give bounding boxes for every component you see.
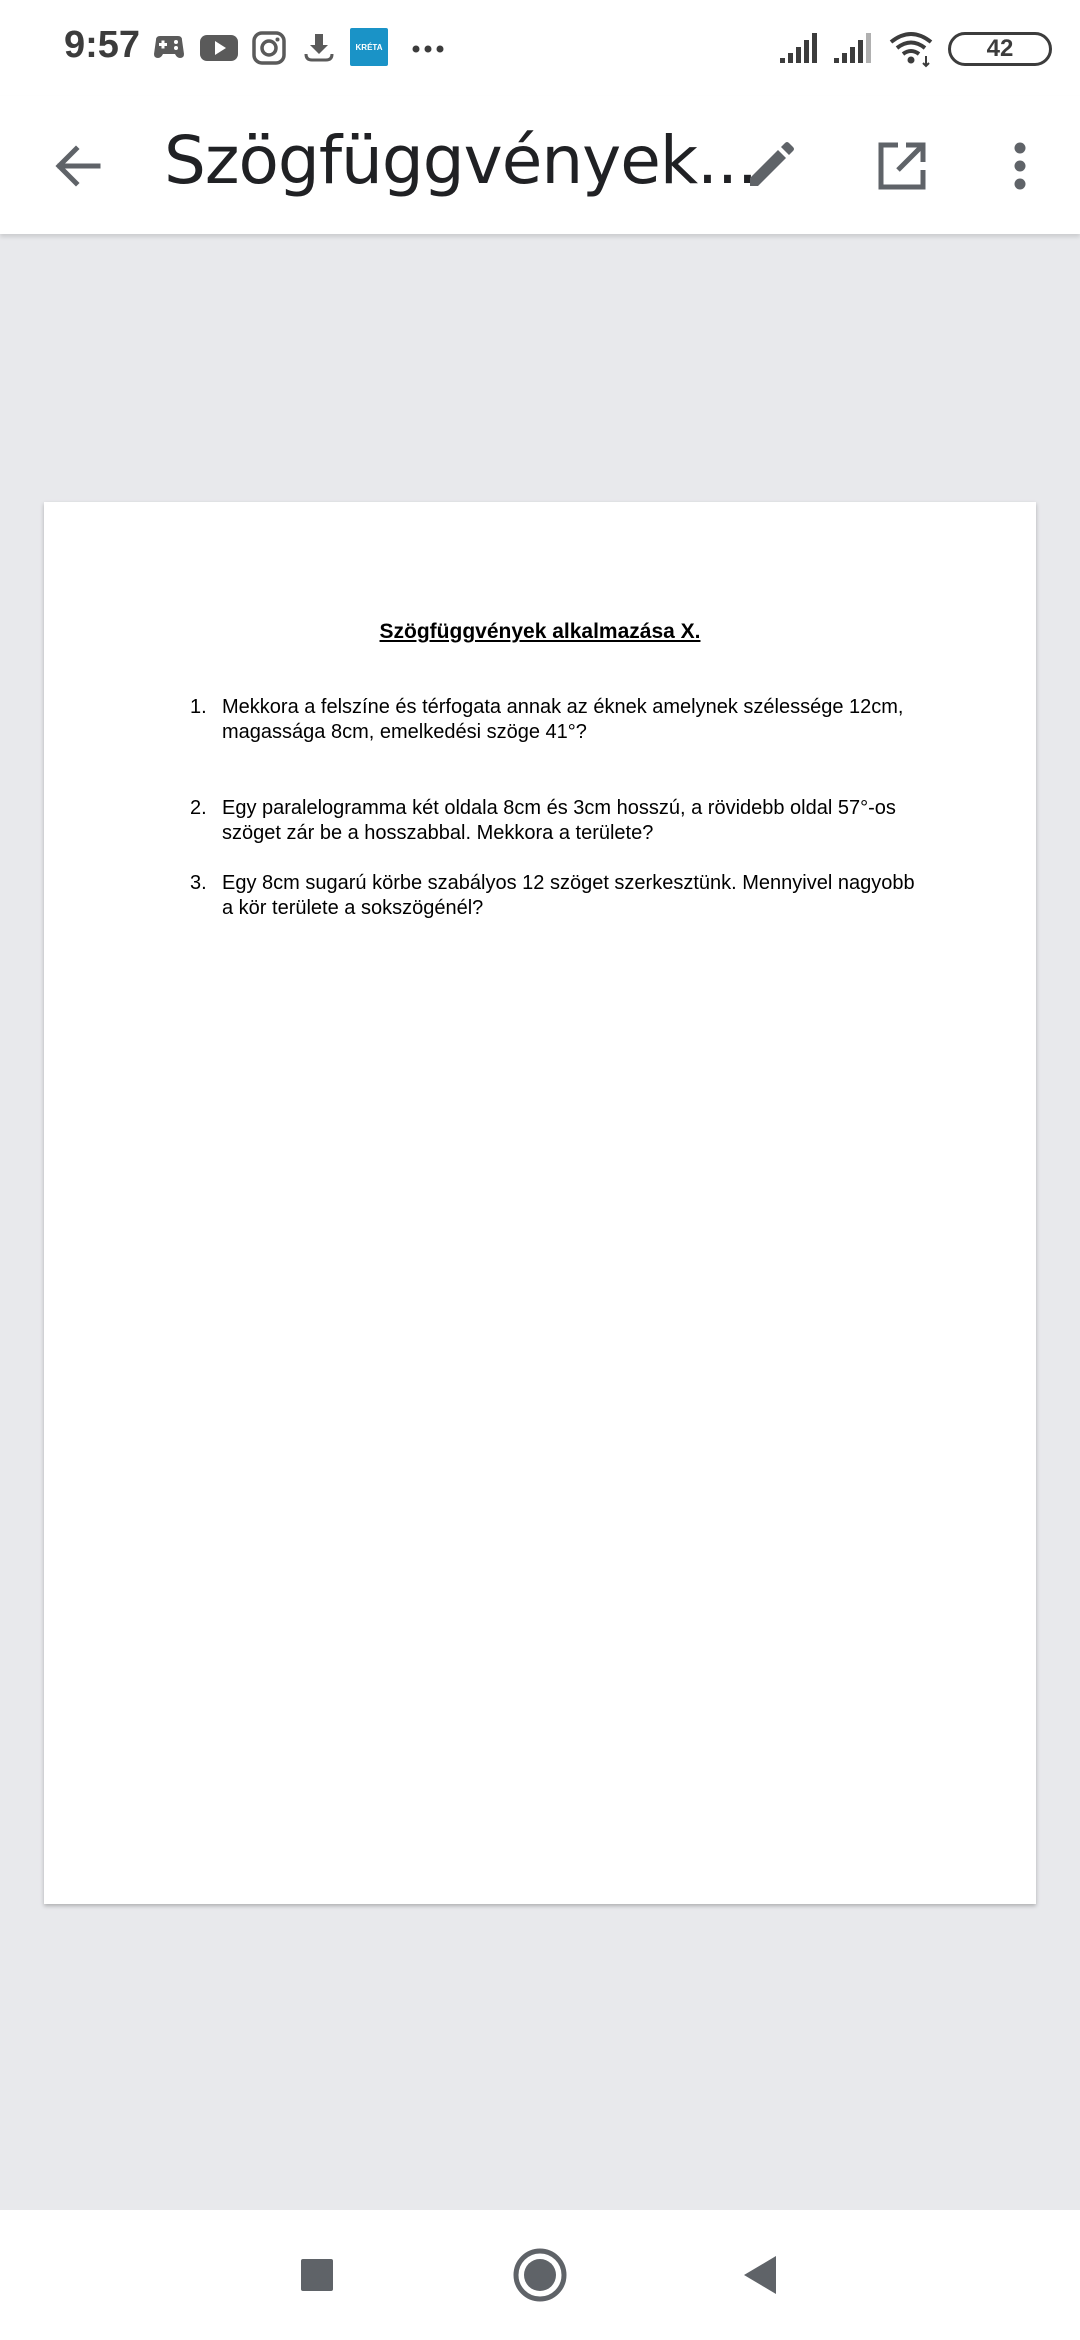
home-button[interactable]	[505, 2240, 575, 2310]
back-triangle-icon	[736, 2250, 786, 2300]
more-options-button[interactable]	[980, 126, 1060, 206]
kreta-icon: KRÉTA	[350, 28, 388, 66]
wifi-icon	[888, 28, 934, 66]
question-number: 2.	[190, 797, 207, 819]
system-back-button[interactable]	[726, 2240, 796, 2310]
signal-icon	[778, 28, 822, 66]
back-button[interactable]	[38, 126, 118, 206]
document-page[interactable]	[44, 502, 1036, 1904]
question-text	[222, 796, 922, 846]
signal-icon	[832, 28, 876, 66]
gamepad-icon	[150, 28, 188, 66]
question-line: szöget zár be a hosszabbal. Mekkora a területe?	[222, 822, 654, 844]
back-arrow-icon	[50, 138, 106, 194]
document-title: Szögfüggvények alkalmazása X.	[379, 620, 701, 643]
question-line: Egy 8cm sugarú körbe szabályos 12 szöget szerkesztünk. Mennyivel nagyobb	[222, 872, 915, 894]
question-text	[222, 695, 922, 745]
question-line: a kör területe a sokszögénél?	[222, 897, 484, 919]
question-line: magassága 8cm, emelkedési szöge 41°?	[222, 721, 587, 743]
instagram-icon	[250, 28, 288, 66]
question-number: 1.	[190, 696, 207, 718]
open-external-icon	[872, 136, 932, 196]
app-title: Szögfüggvények...	[164, 122, 757, 199]
recents-square-icon	[297, 2255, 337, 2295]
recents-button[interactable]	[282, 2240, 352, 2310]
navigation-bar	[0, 2210, 1080, 2340]
more-vert-icon	[1000, 136, 1040, 196]
edit-pencil-icon	[740, 136, 800, 196]
question-text	[222, 871, 922, 921]
download-icon	[300, 28, 338, 66]
question-line: Mekkora a felszíne és térfogata annak az éknek amelynek szélessége 12cm,	[222, 696, 904, 718]
more-dots-icon	[408, 28, 448, 66]
youtube-icon	[198, 28, 240, 66]
question-number: 3.	[190, 872, 207, 894]
battery-icon: 42	[948, 32, 1052, 66]
status-time: 9:57	[64, 24, 141, 66]
app-bar	[0, 96, 1080, 234]
status-bar	[0, 0, 1080, 96]
question-line: Egy paralelogramma két oldala 8cm és 3cm hosszú, a rövidebb oldal 57°-os	[222, 797, 896, 819]
edit-button[interactable]	[730, 126, 810, 206]
home-circle-icon	[510, 2245, 570, 2305]
open-external-button[interactable]	[862, 126, 942, 206]
